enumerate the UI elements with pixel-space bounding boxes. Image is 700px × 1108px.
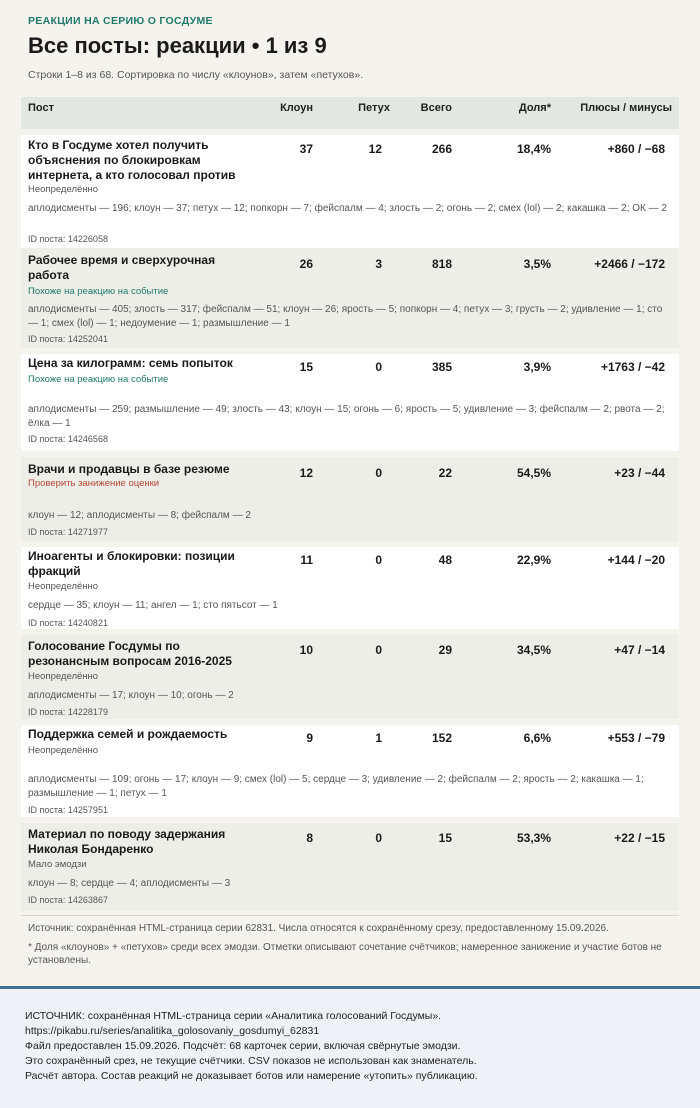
share-value: 3,5%	[523, 257, 551, 271]
reactions-list: аплодисменты — 259; размышление — 49; злость — 43; клоун — 15; огонь — 6; ярость — 5; удивление — 3; фейспалм — 2; рвота — 2; ёлка — 1	[28, 404, 665, 429]
post-title[interactable]: Врачи и продавцы в базе резюме	[28, 462, 230, 476]
total-count: 29	[438, 643, 452, 657]
clown-count: 37	[299, 142, 313, 156]
reactions-table	[21, 97, 679, 911]
plus-minus-value: +553 / −79	[607, 731, 665, 745]
page-title: Все посты: реакции • 1 из 9	[28, 33, 327, 58]
rooster-count: 12	[368, 142, 382, 156]
plus-minus-value: +47 / −14	[614, 643, 665, 657]
reactions-list: клоун — 8; сердце — 4; аплодисменты — 3	[28, 878, 231, 889]
rooster-count: 3	[375, 257, 382, 271]
rooster-count: 0	[375, 831, 382, 845]
status-label: Похоже на реакцию на событие	[28, 374, 169, 385]
col-post[interactable]: Пост	[28, 102, 54, 114]
rooster-count: 1	[375, 731, 382, 745]
table-row[interactable]	[21, 248, 679, 348]
source-line: Расчёт автора. Состав реакций не доказывает ботов или намерение «утопить» публикацию.	[25, 1070, 478, 1082]
clown-count: 12	[299, 466, 313, 480]
source-line: ИСТОЧНИК: сохранённая HTML-страница серии «Аналитика голосований Госдумы».	[25, 1010, 442, 1022]
total-count: 385	[431, 360, 452, 374]
footnotes	[21, 915, 679, 966]
table-row[interactable]	[21, 635, 679, 719]
post-id: ID поста: 14226058	[28, 234, 108, 244]
clown-count: 8	[306, 831, 313, 845]
post-id: ID поста: 14240821	[28, 618, 108, 628]
share-value: 53,3%	[516, 831, 551, 845]
plus-minus-value: +860 / −68	[607, 142, 665, 156]
share-value: 6,6%	[523, 731, 551, 745]
reactions-list: клоун — 12; аплодисменты — 8; фейспалм — 2	[28, 510, 251, 521]
reactions-list: аплодисменты — 109; огонь — 17; клоун — 9; смех (lol) — 5; сердце — 3; удивление — 2; фейспалм — 2; ярость — 2; какашка — 1; размышление — 1; петух — 1	[28, 774, 644, 799]
post-id: ID поста: 14246568	[28, 434, 108, 444]
post-id: ID поста: 14252041	[28, 334, 108, 344]
share-footnote: * Доля «клоунов» + «петухов» среди всех эмодзи. Отметки описывают сочетание счётчиков; намеренное занижение и участие ботов не установлены.	[28, 942, 662, 966]
reactions-list: сердце — 35; клоун — 11; ангел — 1; сто пятьсот — 1	[28, 600, 278, 611]
page-subtitle: Строки 1–8 из 68. Сортировка по числу «клоунов», затем «петухов».	[28, 69, 364, 81]
total-count: 152	[431, 731, 452, 745]
clown-count: 26	[299, 257, 313, 271]
reactions-list: аплодисменты — 17; клоун — 10; огонь — 2	[28, 690, 234, 701]
clown-count: 15	[299, 360, 313, 374]
post-title[interactable]: Иноагенты и блокировки: позиции фракций	[28, 549, 235, 578]
post-title[interactable]: Рабочее время и сверхурочная работа	[28, 253, 216, 282]
col-rooster[interactable]: Петух	[358, 102, 390, 114]
source-note: Источник: сохранённая HTML-страница серии 62831. Числа относятся к сохранённому срезу, предоставленному 15.09.2026.	[28, 923, 609, 934]
table-row[interactable]	[21, 823, 679, 911]
post-id: ID поста: 14271977	[28, 527, 108, 537]
table-row[interactable]	[21, 354, 679, 451]
table-row[interactable]	[21, 725, 679, 817]
share-value: 3,9%	[523, 360, 551, 374]
plus-minus-value: +2466 / −172	[594, 257, 665, 271]
post-id: ID поста: 14228179	[28, 707, 108, 717]
table-header	[21, 97, 679, 129]
clown-count: 10	[299, 643, 313, 657]
plus-minus-value: +22 / −15	[614, 831, 665, 845]
share-value: 34,5%	[516, 643, 551, 657]
share-value: 22,9%	[516, 553, 551, 567]
post-title[interactable]: Кто в Госдуме хотел получить объяснения по блокировкам интернета, а кто голосовал против	[28, 138, 236, 182]
status-label: Неопределённо	[28, 671, 99, 682]
plus-minus-value: +1763 / −42	[600, 360, 665, 374]
source-box	[0, 986, 700, 1108]
rooster-count: 0	[375, 466, 382, 480]
total-count: 15	[438, 831, 452, 845]
rooster-count: 0	[375, 360, 382, 374]
status-label: Неопределённо	[28, 745, 99, 756]
status-label: Мало эмодзи	[28, 859, 87, 870]
reactions-list: аплодисменты — 405; злость — 317; фейспалм — 51; клоун — 26; ярость — 5; попкорн — 4; петух — 3; грусть — 2; удивление — 1; сто — 1; смех (lol) — 1; недоумение — 1; размышление — 1	[28, 304, 663, 329]
status-label: Неопределённо	[28, 184, 99, 195]
post-title[interactable]: Поддержка семей и рождаемость	[28, 727, 228, 741]
status-label: Похоже на реакцию на событие	[28, 286, 169, 297]
share-value: 54,5%	[516, 466, 551, 480]
plus-minus-value: +23 / −44	[614, 466, 665, 480]
total-count: 818	[431, 257, 452, 271]
source-line: Это сохранённый срез, не текущие счётчики. CSV показов не использован как знаменатель.	[25, 1055, 477, 1067]
share-value: 18,4%	[516, 142, 551, 156]
source-line: Файл предоставлен 15.09.2026. Подсчёт: 68 карточек серии, включая свёрнутые эмодзи.	[25, 1040, 461, 1052]
plus-minus-value: +144 / −20	[607, 553, 665, 567]
total-count: 48	[438, 553, 452, 567]
table-row[interactable]	[21, 547, 679, 629]
total-count: 266	[431, 142, 452, 156]
total-count: 22	[438, 466, 452, 480]
reactions-list: аплодисменты — 196; клоун — 37; петух — 12; попкорн — 7; фейспалм — 4; злость — 2; огонь — 2; смех (lol) — 2; какашка — 2; ОК — 2	[28, 203, 667, 214]
status-label: Неопределённо	[28, 581, 99, 592]
post-title[interactable]: Голосование Госдумы по резонансным вопросам 2016-2025	[28, 639, 232, 668]
post-id: ID поста: 14263867	[28, 895, 108, 905]
post-title[interactable]: Материал по поводу задержания Николая Бондаренко	[28, 827, 226, 856]
col-clown[interactable]: Клоун	[280, 102, 313, 114]
post-title[interactable]: Цена за килограмм: семь попыток	[28, 356, 233, 370]
kicker: РЕАКЦИИ НА СЕРИЮ О ГОСДУМЕ	[28, 15, 213, 27]
table-row[interactable]	[21, 457, 679, 541]
table-row[interactable]	[21, 135, 679, 248]
rooster-count: 0	[375, 643, 382, 657]
col-total[interactable]: Всего	[420, 102, 452, 114]
col-share[interactable]: Доля*	[518, 102, 551, 114]
post-id: ID поста: 14257951	[28, 805, 108, 815]
clown-count: 9	[306, 731, 313, 745]
rooster-count: 0	[375, 553, 382, 567]
clown-count: 11	[300, 553, 313, 567]
status-label: Проверить занижение оценки	[28, 478, 160, 489]
source-url[interactable]: https://pikabu.ru/series/analitika_golosovaniy_gosdumyi_62831	[25, 1025, 320, 1037]
col-plus-minus[interactable]: Плюсы / минусы	[580, 102, 672, 114]
